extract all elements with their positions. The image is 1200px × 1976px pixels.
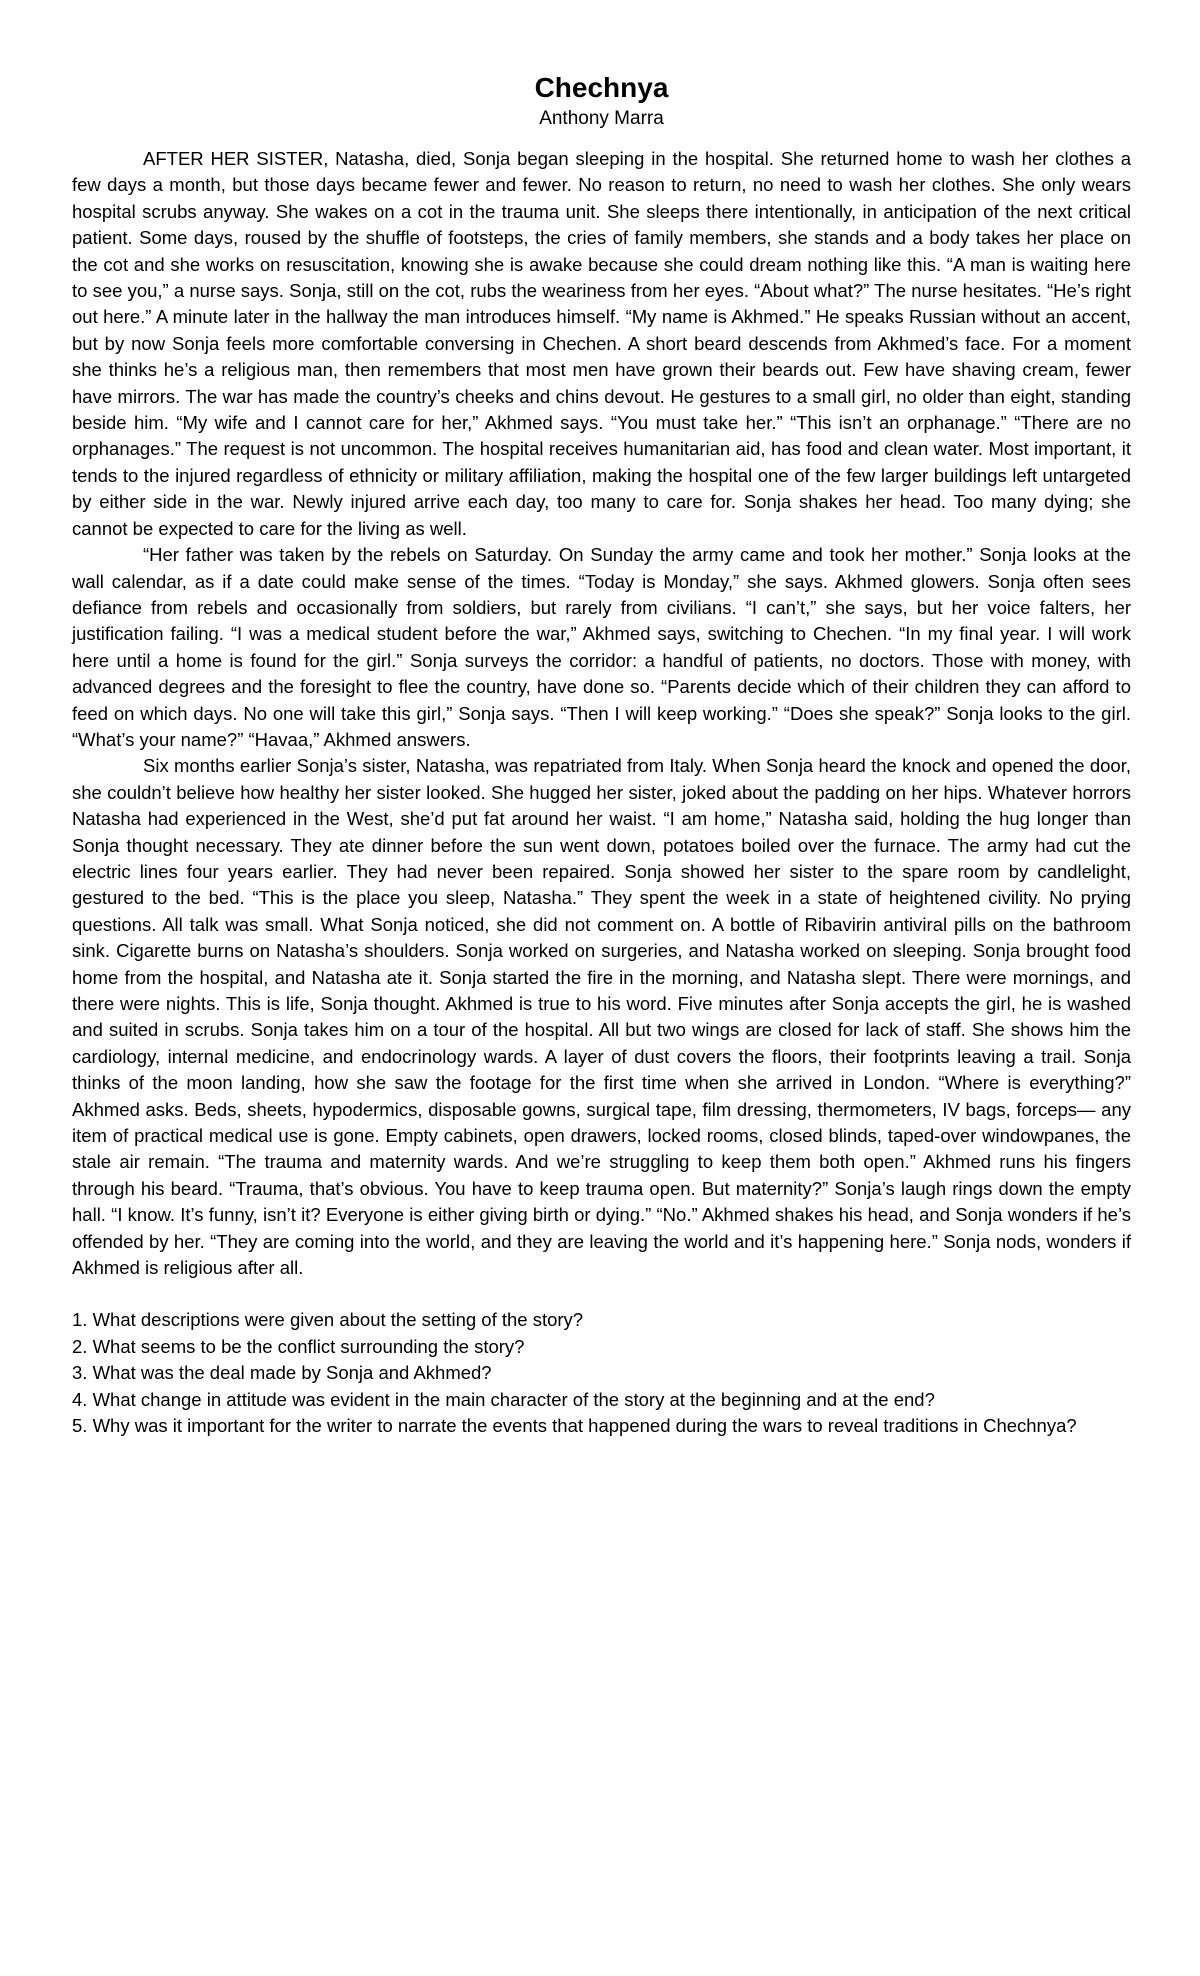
question-item: 2. What seems to be the conflict surrounding the story? — [72, 1335, 525, 1357]
question-item: 1. What descriptions were given about the setting of the story? — [72, 1309, 584, 1331]
question-item: 4. What change in attitude was evident in the main character of the story at the beginning and at the end? — [72, 1388, 935, 1410]
questions-list — [72, 1307, 1131, 1439]
question-item: 3. What was the deal made by Sonja and Akhmed? — [72, 1362, 492, 1384]
story-body — [72, 146, 1131, 1281]
story-paragraph: Six months earlier Sonja’s sister, Natasha, was repatriated from Italy. When Sonja heard the knock and opened the door, she couldn’t believe how healthy her sister looked. She hugged her sister, joked about the padding on her hips. Whatever horrors Natasha had experienced in the West, she’d put fat around her waist. “I am home,” Natasha said, holding the hug longer than Sonja thought necessary. They ate dinner before the sun went down, potatoes boiled over the furnace. The army had cut the electric lines four years earlier. They had never been repaired. Sonja showed her sister to the spare room by candlelight, gestured to the bed. “This is the place you sleep, Natasha.” They spent the week in a state of heightened civility. No prying questions. All talk was small. What Sonja noticed, she did not comment on. A bottle of Ribavirin antiviral pills on the bathroom sink. Cigarette burns on Natasha’s shoulders. Sonja worked on surgeries, and Natasha worked on sleeping. Sonja brought food home from the hospital, and Natasha ate it. Sonja started the fire in the morning, and Natasha slept. There were mornings, and there were nights. This is life, Sonja thought. Akhmed is true to his word. Five minutes after Sonja accepts the girl, he is washed and suited in scrubs. Sonja takes him on a tour of the hospital. All but two wings are closed for lack of staff. She shows him the cardiology, internal medicine, and endocrinology wards. A layer of dust covers the floors, their footprints leaving a trail. Sonja thinks of the moon landing, how she saw the footage for the first time when she arrived in London. “Where is everything?” Akhmed asks. Beds, sheets, hypodermics, disposable gowns, surgical tape, film dressing, thermometers, IV bags, forceps— any item of practical medical use is gone. Empty cabinets, open drawers, locked rooms, closed blinds, taped-over windowpanes, the stale air remain. “The trauma and maternity wards. And we’re struggling to keep them both open.” Akhmed runs his fingers through his beard. “Trauma, that’s obvious. You have to keep trauma open. But maternity?” Sonja’s laugh rings down the empty hall. “I know. It’s funny, isn’t it? Everyone is either giving birth or dying.” “No.” Akhmed shakes his head, and Sonja wonders if he’s offended by her. “They are coming into the world, and they are leaving the world and it’s happening here.” Sonja nods, wonders if Akhmed is religious after all. — [72, 755, 1131, 1279]
story-paragraph: AFTER HER SISTER, Natasha, died, Sonja began sleeping in the hospital. She returned home to wash her clothes a few days a month, but those days became fewer and fewer. No reason to return, no need to wash her clothes. She only wears hospital scrubs anyway. She wakes on a cot in the trauma unit. She sleeps there intentionally, in anticipation of the next critical patient. Some days, roused by the shuffle of footsteps, the cries of family members, she stands and a body takes her place on the cot and she works on resuscitation, knowing she is awake because she could dream nothing like this. “A man is waiting here to see you,” a nurse says. Sonja, still on the cot, rubs the weariness from her eyes. “About what?” The nurse hesitates. “He’s right out here.” A minute later in the hallway the man introduces himself. “My name is Akhmed.” He speaks Russian without an accent, but by now Sonja feels more comfortable conversing in Chechen. A short beard descends from Akhmed’s face. For a moment she thinks he’s a religious man, then remembers that most men have grown their beards out. Few have shaving cream, fewer have mirrors. The war has made the country’s cheeks and chins devout. He gestures to a small girl, no older than eight, standing beside him. “My wife and I cannot care for her,” Akhmed says. “You must take her.” “This isn’t an orphanage.” “There are no orphanages.” The request is not uncommon. The hospital receives humanitarian aid, has food and clean water. Most important, it tends to the injured regardless of ethnicity or military affiliation, making the hospital one of the few larger buildings left untargeted by either side in the war. Newly injured arrive each day, too many to care for. Sonja shakes her head. Too many dying; she cannot be expected to care for the living as well. — [72, 148, 1131, 539]
document-author: Anthony Marra — [539, 108, 664, 129]
question-item: 5. Why was it important for the writer to narrate the events that happened during the wars to reveal traditions in Chechnya? — [72, 1415, 1077, 1437]
document-title: Chechnya — [534, 72, 669, 103]
story-paragraph: “Her father was taken by the rebels on Saturday. On Sunday the army came and took her mother.” Sonja looks at the wall calendar, as if a date could make sense of the times. “Today is Monday,” she says. Akhmed glowers. Sonja often sees defiance from rebels and occasionally from soldiers, but rarely from civilians. “I can’t,” she says, but her voice falters, her justification failing. “I was a medical student before the war,” Akhmed says, switching to Chechen. “In my final year. I will work here until a home is found for the girl.” Sonja surveys the corridor: a handful of patients, no doctors. Those with money, with advanced degrees and the foresight to flee the country, have done so. “Parents decide which of their children they can afford to feed on which days. No one will take this girl,” Sonja says. “Then I will keep working.” “Does she speak?” Sonja looks to the girl. “What’s your name?” “Havaa,” Akhmed answers. — [72, 544, 1131, 750]
